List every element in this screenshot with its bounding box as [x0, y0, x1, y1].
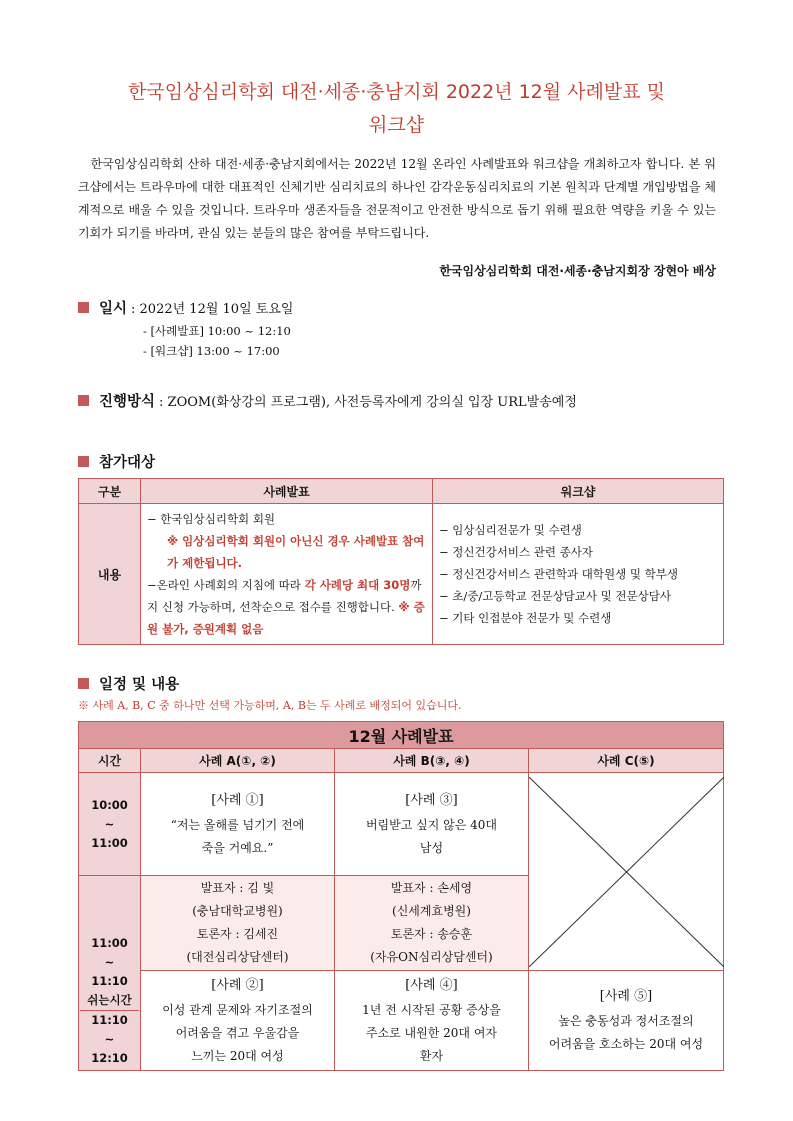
case-c-empty-cell [529, 773, 724, 971]
case-4-title: [사례 ④] [405, 977, 458, 993]
col-case-presentation: 사례발표 [141, 479, 433, 504]
date-sub-workshop: - [워크샵] 13:00 ~ 17:00 [143, 344, 280, 358]
case-3-title: [사례 ③] [405, 792, 458, 808]
col-workshop: 워크샵 [433, 479, 724, 504]
date-sub-case: - [사례발표] 10:00 ~ 12:10 [143, 324, 291, 338]
col-division: 구분 [79, 479, 141, 504]
list-item: − 기타 인접분야 전문가 및 수련생 [439, 611, 612, 625]
target-label: 참가대상 [99, 455, 156, 471]
case-line2-no-increase: ※ 증원 불가, 증원계획 없음 [147, 600, 425, 636]
col-case-c: 사례 C(⑤) [529, 749, 724, 773]
case-5-title: [사례 ⑤] [599, 989, 653, 1004]
target-table [78, 478, 724, 645]
case-1-title: [사례 ①] [211, 792, 264, 808]
method-label: 진행방식 [99, 394, 156, 410]
schedule-table [78, 721, 724, 1071]
signature: 한국임상심리학회 대전·세종·충남지회장 장현아 배상 [439, 264, 716, 278]
cross-mark-icon [529, 777, 724, 967]
case-line2-part2: 까지 신청 가능하며, 선착순으로 접수를 진행합니다. [147, 578, 422, 614]
workshop-target-cell [433, 504, 724, 645]
case-target-line1: − 한국임상심리학회 회원 [147, 512, 276, 526]
row-label-content: 내용 [79, 504, 141, 645]
presenter-b-name: 발표자 : 손세영 [390, 881, 473, 895]
schedule-label: 일정 및 내용 [99, 677, 180, 693]
section-date [78, 297, 293, 318]
title-line-1: 한국임상심리학회 대전·세종·충남지회 2022년 12월 사례발표 및 [128, 81, 665, 103]
time-slot-1 [79, 773, 141, 876]
time-2-tilde: ~ [104, 955, 115, 969]
list-item: − 정신건강서비스 관련학과 대학원생 및 학부생 [439, 567, 678, 581]
discussant-b-name: 토론자 : 송승훈 [390, 927, 473, 941]
discussant-a-name: 토론자 : 김세진 [196, 927, 279, 941]
case-3-desc-1: 버림받고 싶지 않은 40대 [365, 817, 498, 832]
case-2-cell [141, 971, 335, 1071]
case-2-desc-3: 느끼는 20대 여성 [191, 1048, 284, 1063]
presenter-a-name: 발표자 : 김 빛 [200, 881, 275, 895]
case-2-desc-1: 이성 관계 문제와 자기조절의 [162, 1002, 313, 1017]
break-label: 쉬는시간 [80, 991, 139, 1011]
presenter-a-cell [141, 876, 335, 971]
list-item: − 초/중/고등학교 전문상담교사 및 전문상담사 [439, 589, 671, 603]
case-5-desc-1: 높은 충동성과 정서조절의 [558, 1014, 694, 1028]
discussant-a-org: (대전심리상담센터) [186, 950, 289, 964]
case-target-line2 [147, 574, 426, 640]
date-value: : 2022년 12월 10일 토요일 [131, 302, 294, 317]
time-3-tilde: ~ [104, 1032, 115, 1046]
date-label: 일시 [99, 301, 128, 317]
time-3-start: 11:10 [91, 1013, 128, 1027]
schedule-header: 12월 사례발표 [79, 722, 724, 749]
section-method [78, 390, 577, 411]
case-5-cell [529, 971, 724, 1071]
presenter-a-org: (충남대학교병원) [192, 904, 283, 918]
case-1-desc-1: “저는 올해를 넘기기 전에 [170, 817, 305, 832]
schedule-note: ※ 사례 A, B, C 중 하나만 선택 가능하며, A, B는 두 사례로 배정되어 있습니다. [78, 699, 462, 712]
case-2-desc-2: 어려움을 겪고 우울감을 [175, 1025, 300, 1040]
case-target-cell [141, 504, 433, 645]
col-case-a: 사례 A(①, ②) [141, 749, 335, 773]
section-schedule [78, 673, 179, 694]
col-case-b: 사례 B(③, ④) [335, 749, 529, 773]
case-target-warning: ※ 임상심리학회 회원이 아닌신 경우 사례발표 참여가 제한됩니다. [167, 534, 425, 570]
case-line2-part1: −온라인 사례회의 지침에 따라 [147, 578, 305, 592]
time-1-start: 10:00 [91, 797, 128, 812]
intro-text: 한국임상심리학회 산하 대전·세종·충남지회에서는 2022년 12월 온라인 사례발표와 워크샵을 개최하고자 합니다. 본 워크샵에서는 트라우마에 대한 대표적인 신체기반 심리치료의 하나인 감각운동심리치료의 기본 원칙과 단계별 개입방법을 체계적으로 배울 수 있을 것입니다. 트라우마 생존자들을 전문적이고 안전한 방식으로 돕기 위해 필요한 역량을 키울 수 있는 기회가 되기를 바라며, 관심 있는 분들의 많은 참여를 부탁드립니다. [78, 157, 716, 240]
case-4-cell [335, 971, 529, 1071]
bullet-square-icon [78, 456, 89, 467]
case-5-desc-2: 어려움을 호소하는 20대 여성 [548, 1037, 704, 1051]
title-line-2: 워크샵 [368, 114, 425, 136]
time-2-end: 11:10 [91, 974, 128, 988]
list-item: − 임상심리전문가 및 수련생 [439, 523, 582, 537]
presenter-b-cell [335, 876, 529, 971]
time-slot-2-3 [79, 876, 141, 1071]
case-3-desc-2: 남성 [419, 840, 444, 855]
case-4-desc-3: 환자 [419, 1048, 444, 1063]
bullet-square-icon [78, 678, 89, 689]
case-1-desc-2: 죽을 거예요.” [201, 840, 274, 855]
bullet-square-icon [78, 395, 89, 406]
case-4-desc-1: 1년 전 시작된 공황 증상을 [362, 1002, 501, 1017]
case-4-desc-2: 주소로 내원한 20대 여자 [365, 1025, 498, 1040]
case-2-title: [사례 ②] [211, 977, 264, 993]
list-item: − 정신건강서비스 관련 종사자 [439, 545, 593, 559]
case-1-cell [141, 773, 335, 876]
time-3-end: 12:10 [91, 1051, 128, 1065]
bullet-square-icon [78, 302, 89, 313]
case-3-cell [335, 773, 529, 876]
intro-paragraph [78, 153, 716, 245]
time-1-end: 11:00 [91, 835, 128, 850]
case-line2-limit: 각 사례당 최대 30명 [304, 578, 411, 592]
time-2-start: 11:00 [91, 936, 128, 950]
method-value: : ZOOM(화상강의 프로그램), 사전등록자에게 강의실 입장 URL발송예정 [159, 395, 577, 410]
discussant-b-org: (자유ON심리상담센터) [370, 950, 493, 964]
col-time: 시간 [79, 749, 141, 773]
presenter-b-org: (신세계효병원) [392, 904, 471, 918]
document-title [40, 76, 753, 142]
time-1-tilde: ~ [104, 816, 115, 831]
section-target [78, 451, 155, 472]
workshop-target-list [439, 519, 717, 629]
